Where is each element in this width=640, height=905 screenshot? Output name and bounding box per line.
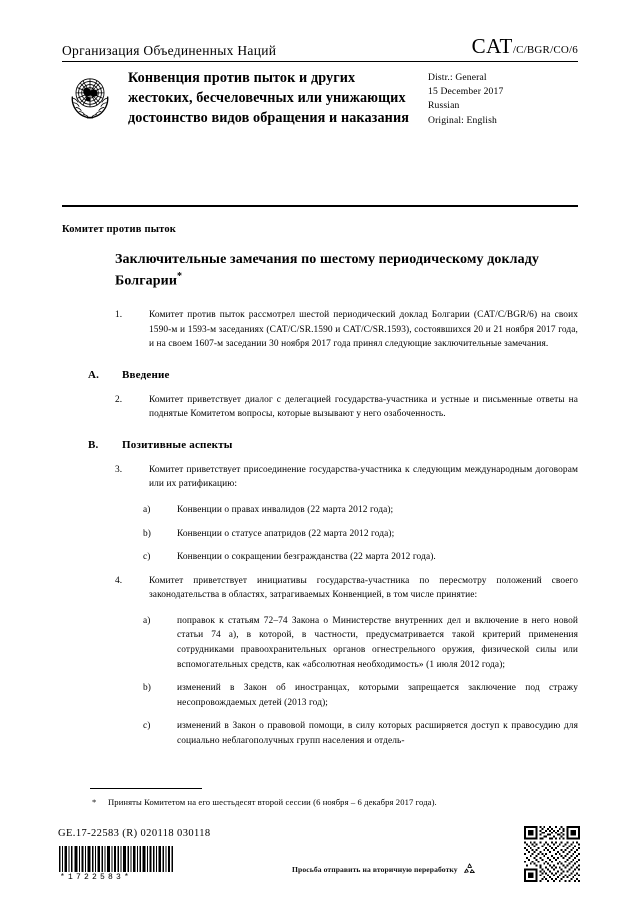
paragraph [115,463,578,492]
list-item [115,503,578,518]
section-title: Позитивные аспекты [122,438,233,451]
footnote-area [90,788,510,809]
recycle-text: Просьба отправить на вторичную переработку [292,865,458,874]
paragraph [115,308,578,352]
section-heading-b [88,439,578,451]
paragraph-text: Комитет приветствует инициативы государства-участника по пересмотру положений своего законодательства в областях, затрагиваемых Конвенцией, в том числе принятие: [149,575,578,601]
paragraph-number: 3. [115,464,123,475]
barcode-number: *1722583* [60,873,133,882]
section-heading-a [88,369,578,381]
paragraph-number: 4. [115,575,123,586]
qr-code [524,826,580,882]
list-item-text: Конвенции о статусе апатридов (22 марта 2012 года); [177,528,395,539]
list-item-text: поправок к статьям 72–74 Закона о Министерстве внутренних дел и включение в него новой статьи 74 а), в которой, в частности, предусматривается такой критерий применения сотрудниками правоохранительных органов огнестрельного оружия, физической силы или вспомогательных средств, как «абсолютная необходимость» (1 июля 2012 года); [177,615,578,670]
paragraph [115,574,578,603]
footnote-star: * [92,797,97,807]
recycling-symbol-icon [462,862,477,877]
list-item-text: изменений в Закон о правовой помощи, в силу которых расширяется доступ к правосудию для социально неблагополучных групп населения и отдель- [177,721,578,746]
document-symbol [472,34,578,59]
list-item [115,527,578,542]
document-symbol-main: CAT [471,34,513,58]
paragraph-number: 1. [115,309,123,320]
list-item-letter: c) [143,721,151,732]
list-item-text: Конвенции о сокращении безгражданства (22 марта 2012 года). [177,552,436,563]
section-title: Введение [122,368,170,381]
list-item-letter: b) [143,528,152,539]
paragraph-text: Комитет приветствует присоединение государства-участника к следующим международным договорам или их ратификацию: [149,464,578,490]
paragraph-text: Комитет приветствует диалог с делегацией государства-участника и устные и письменные ответы на поднятые Комитетом вопросы, которые вызывают у него озабоченность. [149,394,578,420]
convention-title: Конвенция против пыток и других жестоких, бесчеловечных или унижающих достоинство видов обращения и наказания [128,70,410,127]
list-item-text: изменений в Закон об иностранцах, которыми запрещается заключение под стражу несопровождаемых детей (2013 год); [177,683,578,708]
list-item-letter: a) [143,615,151,626]
list-item-letter: a) [143,505,151,516]
masthead-row [62,34,578,61]
recycle-notice [292,862,477,877]
list-item-letter: b) [143,683,152,694]
header-divider [62,205,578,207]
section-letter: A. [88,368,100,381]
section-letter: B. [88,438,99,451]
masthead-divider [62,61,578,62]
organization-name: Организация Объединенных Наций [62,43,277,58]
distr-date: 15 December 2017 [428,86,504,98]
document-symbol-sub: /C/BGR/CO/6 [512,44,578,56]
paragraph-group [115,463,578,565]
barcode [58,846,176,882]
footnote-divider [90,788,202,789]
masthead [62,34,578,62]
paragraph-text: Комитет против пыток рассмотрел шестой периодический доклад Болгарии (CAT/C/BGR/6) на своих 1590-м и 1593-м заседаниях (CAT/C/SR.1590 и CAT/C/SR.1593), состоявшихся 20 и 21 ноября 2017 года, и на своем 1607-м заседании 30 ноября 2017 года принял следующие заключительные замечания. [149,309,578,350]
list-item [115,681,578,710]
un-emblem-icon [64,70,116,122]
distr-original: Original: English [428,114,497,126]
paragraph-number: 2. [115,394,123,405]
distribution-info [428,71,578,128]
page-title [115,250,578,292]
title-block [62,68,578,128]
job-number: GE.17-22583 (R) 020118 030118 [58,828,211,839]
committee-name: Комитет против пыток [62,224,177,235]
list-item-letter: c) [143,552,151,563]
distr-line: Distr.: General [428,72,487,83]
list-item [115,614,578,672]
footnote [90,796,510,809]
page-title-text: Заключительные замечания по шестому периодическому докладу Болгарии [115,252,539,289]
footnote-marker: * [177,271,183,283]
distr-language: Russian [428,100,460,112]
paragraph [115,393,578,422]
footnote-text: Приняты Комитетом на его шестьдесят второй сессии (6 ноября – 6 декабря 2017 года). [108,797,437,807]
paragraph-group [115,574,578,749]
document-content [88,250,578,758]
list-item [115,719,578,748]
list-item-text: Конвенции о правах инвалидов (22 марта 2012 года); [177,505,394,516]
list-item [115,550,578,565]
